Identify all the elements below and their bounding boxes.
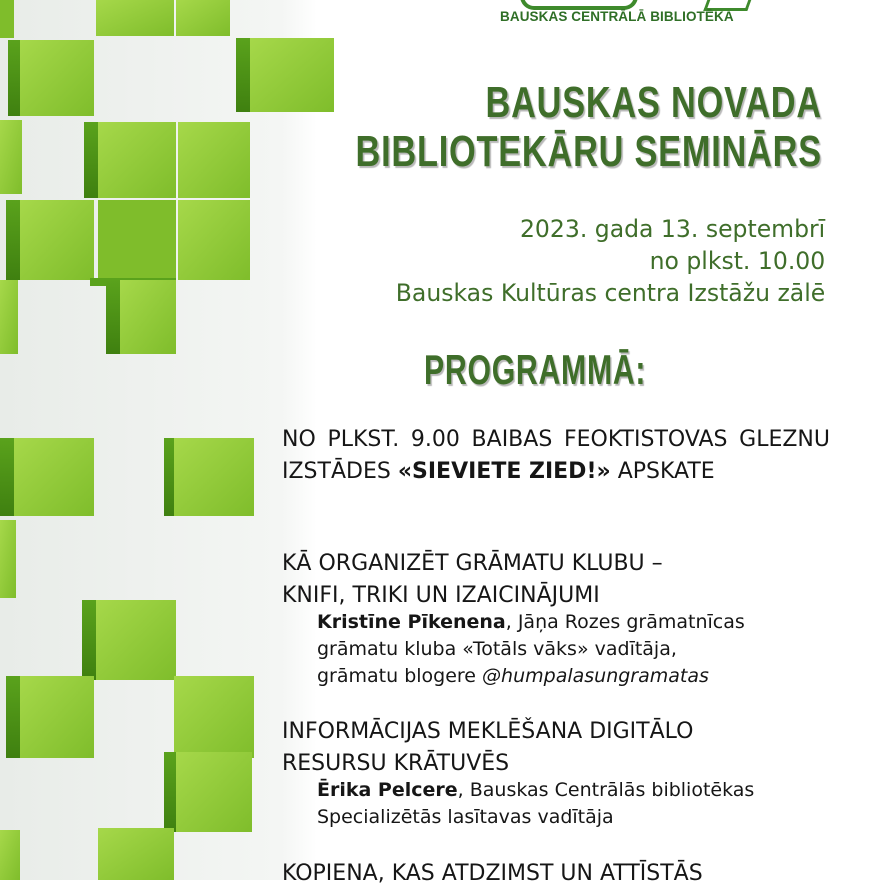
item2-title-line-2: KNIFI, TRIKI UN IZAICINĀJUMI <box>282 583 600 608</box>
library-logo <box>500 0 760 30</box>
title-line-1: BAUSKAS NOVADA <box>485 78 822 127</box>
item2-role-line-3: grāmatu blogere <box>317 665 483 687</box>
event-details <box>396 213 825 309</box>
item3-title-line-2: RESURSU KRĀTUVĒS <box>282 751 510 776</box>
item2-role-line-2: grāmatu kluba «Totāls vāks» vadītāja, <box>317 638 677 660</box>
item3-role-line-2: Specializētās lasītavas vadītāja <box>317 806 614 828</box>
seminar-title <box>356 78 822 176</box>
item2-role-line-1: , Jāņa Rozes grāmatnīcas <box>505 611 745 633</box>
item3-title-line-1: INFORMĀCIJAS MEKLĒŠANA DIGITĀLO <box>282 719 694 744</box>
program-item-3-speaker <box>317 777 754 831</box>
item2-speaker-name: Kristīne Pīkenena <box>317 611 506 633</box>
item3-role-line-1: , Bauskas Centrālās bibliotēkas <box>457 779 755 801</box>
program-item-4-title <box>282 858 830 890</box>
item2-blog-handle: @humpalasungramatas <box>482 665 709 687</box>
event-venue: Bauskas Kultūras centra Izstāžu zālē <box>395 279 825 307</box>
logo-text: BAUSKAS CENTRĀLĀ BIBLIOTĒKA <box>500 9 734 24</box>
event-date: 2023. gada 13. septembrī <box>519 215 825 243</box>
item3-speaker-name: Ērika Pelcere <box>317 779 458 801</box>
item4-title-line-1: KOPIENA, KAS ATDZIMST UN ATTĪSTĀS <box>282 861 703 886</box>
item1-exhibition-name: «SIEVIETE ZIED!» <box>397 459 611 484</box>
program-heading: PROGRAMMĀ: <box>424 346 647 393</box>
item1-title-text: NO PLKST. 9.00 BAIBAS FEOKTISTOVAS GLEZNU IZSTĀDES <box>282 427 830 484</box>
title-line-2: BIBLIOTEKĀRU SEMINĀRS <box>355 127 822 176</box>
program-item-2-speaker <box>317 609 745 690</box>
event-time: no plkst. 10.00 <box>649 247 825 275</box>
program-item-2-title <box>282 548 830 612</box>
item1-title-end: APSKATE <box>610 459 715 484</box>
item2-title-line-1: KĀ ORGANIZĒT GRĀMATU KLUBU – <box>282 551 663 576</box>
program-item-1 <box>282 424 830 488</box>
program-item-3-title <box>282 716 830 780</box>
